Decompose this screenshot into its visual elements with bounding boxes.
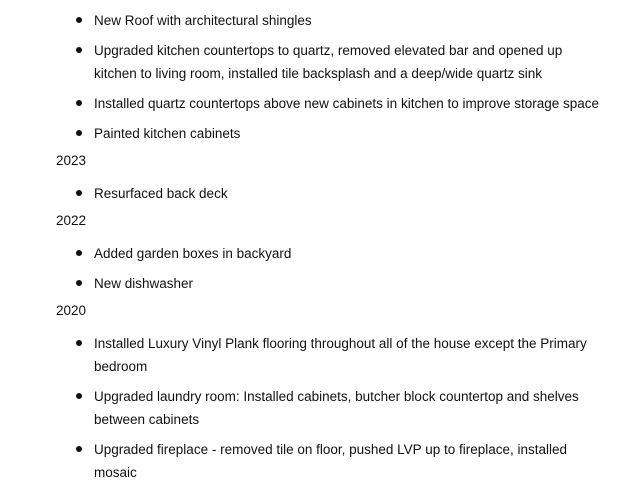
bullet-list xyxy=(56,9,600,145)
list-item xyxy=(56,242,600,265)
list-item-text: New Roof with architectural shingles xyxy=(94,13,312,28)
bullet-list xyxy=(56,242,600,295)
list-item-text: Painted kitchen cabinets xyxy=(94,126,241,141)
list-item xyxy=(56,9,600,32)
year-heading: 2020 xyxy=(56,303,87,318)
list-item-text: Upgraded fireplace - removed tile on floor, pushed LVP up to fireplace, installed mosaic xyxy=(94,442,568,480)
year-heading: 2023 xyxy=(56,153,87,168)
bullet-icon xyxy=(76,47,82,53)
bullet-list xyxy=(56,182,600,205)
bullet-list xyxy=(56,332,600,484)
list-item-text: Installed quartz countertops above new cabinets in kitchen to improve storage space xyxy=(94,96,600,111)
bullet-icon xyxy=(76,100,82,106)
list-item xyxy=(56,39,600,85)
bullet-icon xyxy=(76,190,82,196)
list-item-text: Upgraded kitchen countertops to quartz, removed elevated bar and opened up kitchen to living room, installed tile backsplash and a deep/wide quartz sink xyxy=(94,43,563,81)
bullet-icon xyxy=(76,393,82,399)
list-item-text: Added garden boxes in backyard xyxy=(94,246,292,261)
list-item xyxy=(56,92,600,115)
bullet-icon xyxy=(76,280,82,286)
list-item xyxy=(56,122,600,145)
list-item-text: Installed Luxury Vinyl Plank flooring throughout all of the house except the Primary bedroom xyxy=(94,336,587,374)
bullet-icon xyxy=(76,130,82,136)
list-item xyxy=(56,385,600,431)
bullet-icon xyxy=(76,17,82,23)
list-item-text: Upgraded laundry room: Installed cabinets, butcher block countertop and shelves between cabinets xyxy=(94,389,579,427)
list-item xyxy=(56,272,600,295)
list-item xyxy=(56,182,600,205)
list-item xyxy=(56,438,600,484)
bullet-icon xyxy=(76,340,82,346)
list-item xyxy=(56,332,600,378)
list-item-text: Resurfaced back deck xyxy=(94,186,228,201)
bullet-icon xyxy=(76,250,82,256)
bullet-icon xyxy=(76,446,82,452)
list-item-text: New dishwasher xyxy=(94,276,194,291)
year-heading: 2022 xyxy=(56,213,87,228)
